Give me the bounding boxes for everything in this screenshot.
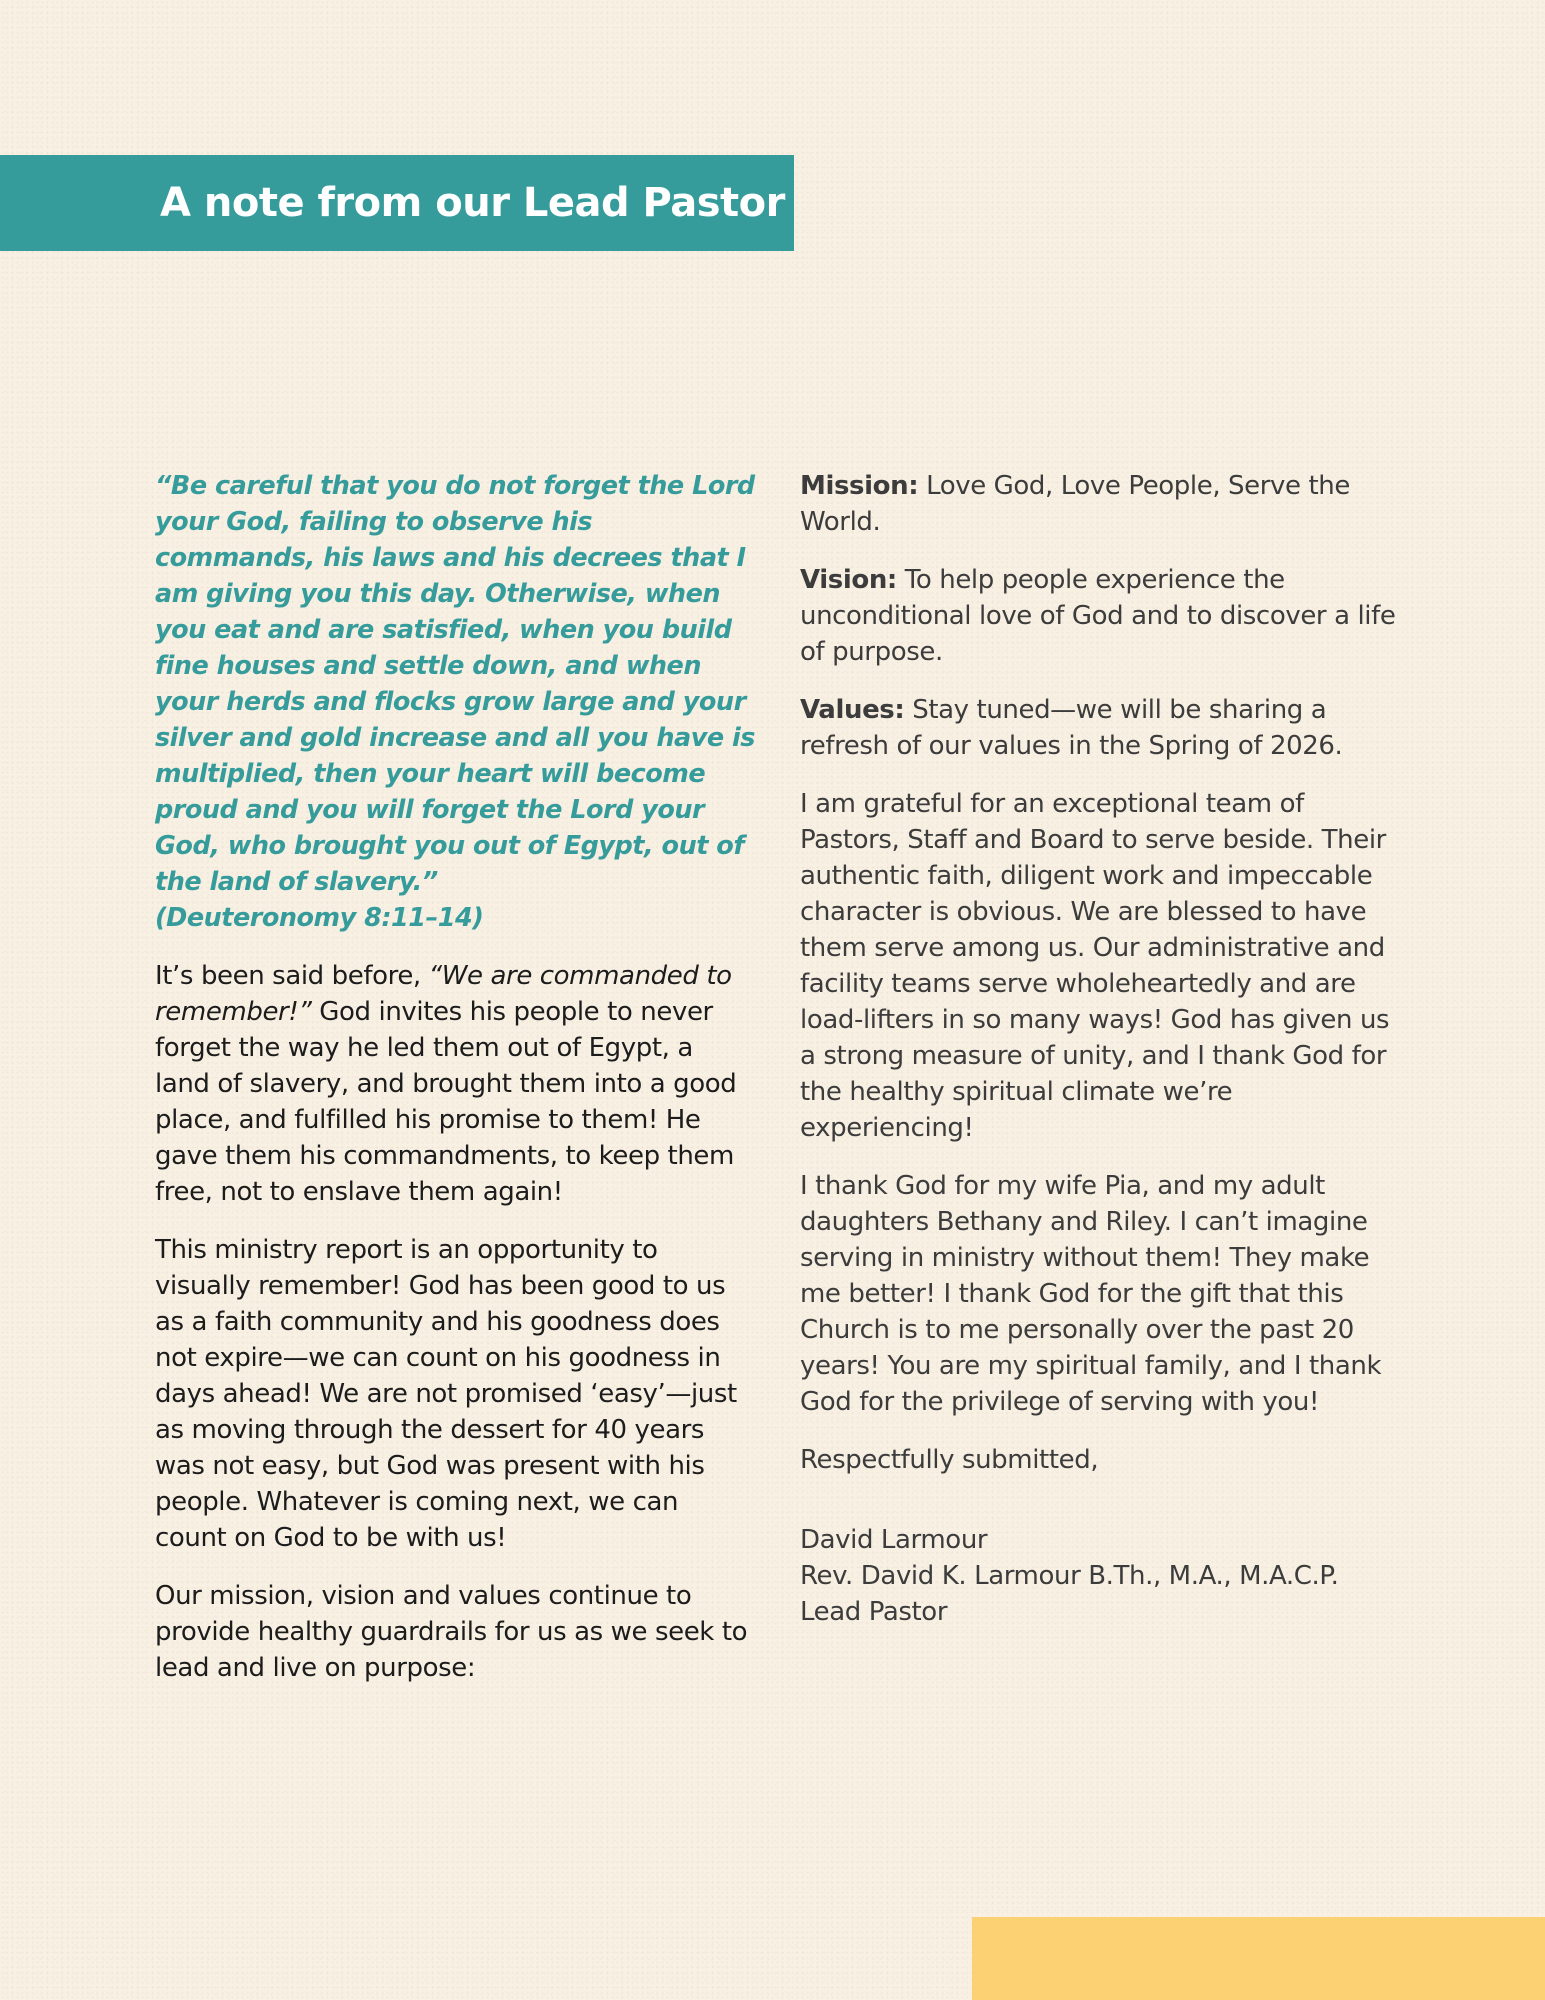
values-text: Stay tuned—we will be sharing a refresh of our values in the Spring of 2026. (800, 695, 1343, 761)
scripture-reference: (Deuteronomy 8:11–14) (155, 903, 484, 933)
paragraph-remember (155, 958, 755, 1210)
scripture-quote-text: “Be careful that you do not forget the Lord your God, failing to observe his commands, his laws and his decrees that I am giving you this day. Otherwise, when you eat and are satisfied, when you build fine houses and settle down, and when your herds and flocks grow large and your silver and gold increase and all you have is multiplied, then your heart will become proud and you will forget the Lord your God, who brought you out of Egypt, out of the land of slavery.” (155, 471, 755, 897)
vision-statement (800, 562, 1400, 670)
mission-text: Love God, Love People, Serve the World. (800, 471, 1350, 537)
left-column (155, 468, 755, 1708)
mission-statement (800, 468, 1400, 540)
values-statement (800, 692, 1400, 764)
paragraph-family: I thank God for my wife Pia, and my adult daughters Bethany and Riley. I can’t imagine serving in ministry without them! They make me better! I thank God for the gift that this Church is to me personally over the past 20 years! You are my spiritual family, and I thank God for the privilege of serving with you! (800, 1171, 1382, 1417)
paragraph-guardrails: Our mission, vision and values continue to provide healthy guardrails for us as we seek to lead and live on purpose: (155, 1581, 748, 1683)
paragraph-remember-lead: It’s been said before, (155, 961, 429, 991)
vision-text: To help people experience the unconditional love of God and to discover a life of purpose. (800, 565, 1396, 667)
paragraph-remember-rest: God invites his people to never forget the way he led them out of Egypt, a land of slavery, and brought them into a good place, and fulfilled his promise to them! He gave them his commandments, to keep them free, not to enslave them again! (155, 997, 737, 1207)
right-column (800, 468, 1400, 1630)
values-label: Values: (800, 695, 905, 725)
signature-block (800, 1522, 1400, 1630)
signature-credentials: Rev. David K. Larmour B.Th., M.A., M.A.C.P. (800, 1561, 1339, 1591)
paragraph-team: I am grateful for an exceptional team of Pastors, Staff and Board to serve beside. Their authentic faith, diligent work and impeccable character is obvious. We are blessed to have them serve among us. Our administrative and facility teams serve wholeheartedly and are load-lifters in so many ways! God has given us a strong measure of unity, and I thank God for the healthy spiritual climate we’re experiencing! (800, 789, 1390, 1143)
closing-line: Respectfully submitted, (800, 1445, 1099, 1475)
paragraph-ministry-report: This ministry report is an opportunity to visually remember! God has been good to us as a faith community and his goodness does not expire—we can count on his goodness in days ahead! We are not promised ‘easy’—just as moving through the dessert for 40 years was not easy, but God was present with his people. Whatever is coming next, we can count on God to be with us! (155, 1235, 737, 1553)
signature-name: David Larmour (800, 1525, 988, 1555)
decorative-corner-block (972, 1917, 1545, 2000)
mission-label: Mission: (800, 471, 919, 501)
vision-label: Vision: (800, 565, 897, 595)
signature-role: Lead Pastor (800, 1597, 948, 1627)
title-banner (0, 155, 794, 251)
paragraph-remember-italic: “We are commanded to remember!” (155, 961, 732, 1027)
scripture-quote (155, 468, 755, 936)
page-title: A note from our Lead Pastor (160, 180, 785, 226)
